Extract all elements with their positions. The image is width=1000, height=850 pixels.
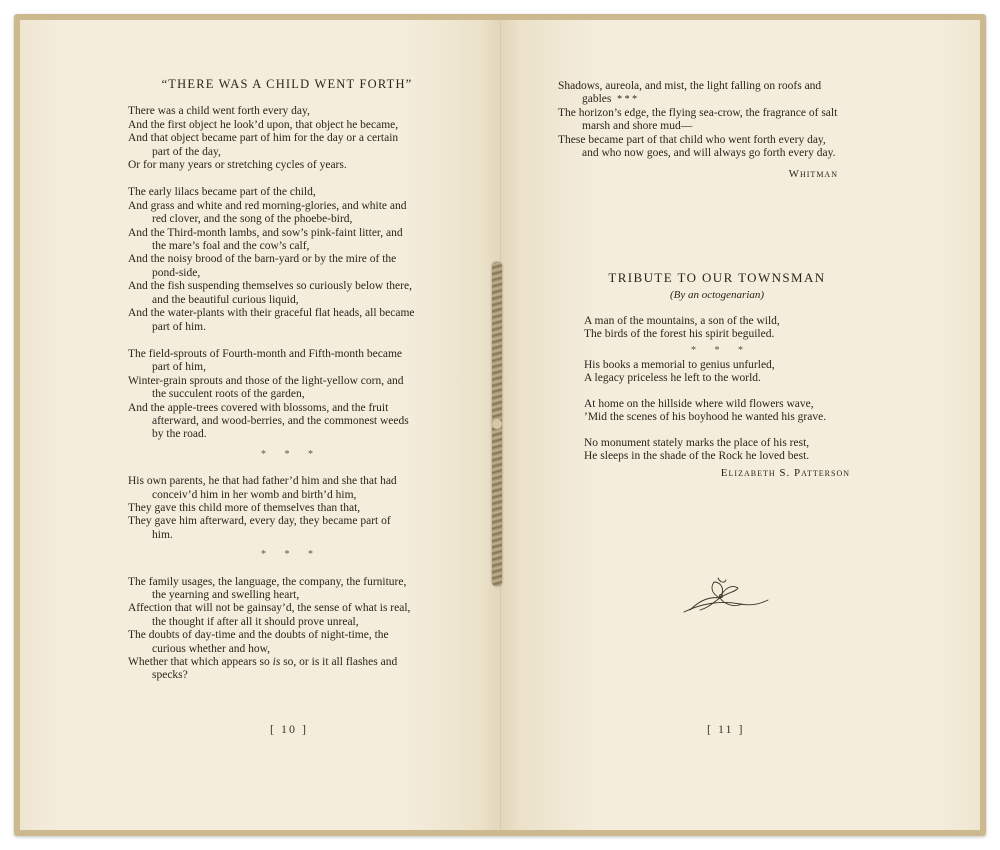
verse-line: pond-side, <box>152 266 201 279</box>
verse-line: by the road. <box>152 428 207 441</box>
verse-line: the succulent roots of the garden, <box>152 388 305 401</box>
verse-line: The family usages, the language, the company, the furniture, <box>128 575 407 588</box>
poem-title: “THERE WAS A CHILD WENT FORTH” <box>161 77 413 91</box>
verse-line: part of the day, <box>152 145 221 158</box>
verse-line: The birds of the forest his spirit beguiled. <box>584 328 775 341</box>
verse-fragment: gables <box>582 93 612 106</box>
verse-line: And the water-plants with their graceful flat heads, all became <box>128 307 415 320</box>
verse-line: The field-sprouts of Fourth-month and Fifth-month became <box>128 347 403 360</box>
verse-line: There was a child went forth every day, <box>128 105 310 118</box>
verse-line: the thought if after all it should prove unreal, <box>152 615 359 628</box>
verse-line: Affection that will not be gainsay’d, the sense of what is real, <box>128 602 411 615</box>
verse-line: And the Third-month lambs, and sow’s pink-faint litter, and <box>128 226 403 239</box>
verse-line: A man of the mountains, a son of the wild, <box>584 314 780 327</box>
verse-line: him. <box>152 528 173 541</box>
stanza-1 <box>128 105 446 172</box>
verse-line: They gave him afterward, every day, they became part of <box>128 515 391 528</box>
verse-line: and the beautiful curious liquid, <box>152 293 299 306</box>
verse-line: Shadows, aureola, and mist, the light falling on roofs and <box>558 80 822 92</box>
section-separator: * * * <box>261 549 313 561</box>
verse-line: A legacy priceless he left to the world. <box>584 372 761 385</box>
page-number-right: [ 11 ] <box>707 722 745 736</box>
page-number-left: [ 10 ] <box>270 722 308 736</box>
verse-line: They gave this child more of themselves than that, <box>128 501 361 514</box>
stanza-3 <box>128 348 446 442</box>
stanza-2 <box>128 186 446 333</box>
tribute-stanza-1 <box>584 315 850 342</box>
right-page-text <box>558 80 876 182</box>
emphasized-word: is <box>272 656 281 669</box>
author-signature: Elizabeth S. Patterson <box>720 467 850 480</box>
verse-line: His books a memorial to genius unfurled, <box>584 359 775 372</box>
verse-line: conceiv’d him in her womb and birth’d him, <box>152 488 357 501</box>
verse-line: And the fish suspending themselves so curiously below there, <box>128 280 412 293</box>
verse-line: part of him, <box>152 361 206 374</box>
verse-line: and who now goes, and will always go forth every day. <box>582 147 836 160</box>
verse-line: No monument stately marks the place of his rest, <box>584 436 810 449</box>
verse-line: At home on the hillside where wild flowers wave, <box>584 397 814 410</box>
verse-line: Winter-grain sprouts and those of the light-yellow corn, and <box>128 374 404 387</box>
tribute-stanza-2 <box>584 359 850 386</box>
verse-line: The early lilacs became part of the child, <box>128 186 316 199</box>
section-separator: * * * <box>261 448 313 460</box>
tribute-poem <box>584 271 850 481</box>
poem-title: TRIBUTE TO OUR TOWNSMAN <box>608 270 826 285</box>
verse-fragment: Whether that which appears so <box>128 656 270 669</box>
verse-line: These became part of that child who went forth every day, <box>558 133 826 146</box>
verse-line: curious whether and how, <box>152 642 271 655</box>
verse-line: Or for many years or stretching cycles of years. <box>128 159 347 172</box>
poem-subtitle: (By an octogenarian) <box>669 289 765 302</box>
verse-fragment: so, or is it all flashes and <box>283 656 398 669</box>
stanza-5 <box>128 576 446 683</box>
section-separator: * * * <box>617 94 638 106</box>
verse-line: ’Mid the scenes of his boyhood he wanted his grave. <box>584 411 827 424</box>
section-separator: * * * <box>691 344 743 356</box>
left-page-text <box>128 78 446 697</box>
verse-line: And the first object he look’d upon, that object he became, <box>128 118 399 131</box>
stanza-4 <box>128 475 446 542</box>
verse-line: The doubts of day-time and the doubts of night-time, the <box>128 629 389 642</box>
tribute-stanza-4 <box>584 437 850 464</box>
verse-line: And that object became part of him for the day or a certain <box>128 132 399 145</box>
verse-line: And the apple-trees covered with blossoms, and the fruit <box>128 401 389 414</box>
tribute-stanza-3 <box>584 398 850 425</box>
verse-line: specks? <box>152 669 188 682</box>
verse-line: marsh and shore mud— <box>582 120 693 133</box>
flower-sketch-icon <box>680 574 770 618</box>
verse-line <box>558 93 876 106</box>
verse-line: red clover, and the song of the phoebe-bird, <box>152 213 353 226</box>
verse-line: He sleeps in the shade of the Rock he loved best. <box>584 450 810 463</box>
verse-line: His own parents, he that had father’d him and she that had <box>128 475 397 488</box>
verse-line: the yearning and swelling heart, <box>152 589 300 601</box>
verse-line: And grass and white and red morning-glories, and white and <box>128 199 407 212</box>
verse-line: And the noisy brood of the barn-yard or by the mire of the <box>128 253 397 266</box>
author-signature: Whitman <box>788 168 838 181</box>
verse-line: the mare’s foal and the cow’s calf, <box>152 240 310 253</box>
verse-line: afterward, and wood-berries, and the commonest weeds <box>152 414 409 427</box>
binding-stitch-knot <box>492 419 502 429</box>
verse-line <box>128 656 446 669</box>
verse-line: The horizon’s edge, the flying sea-crow, the fragrance of salt <box>558 106 838 119</box>
verse-line: part of him. <box>152 320 206 333</box>
